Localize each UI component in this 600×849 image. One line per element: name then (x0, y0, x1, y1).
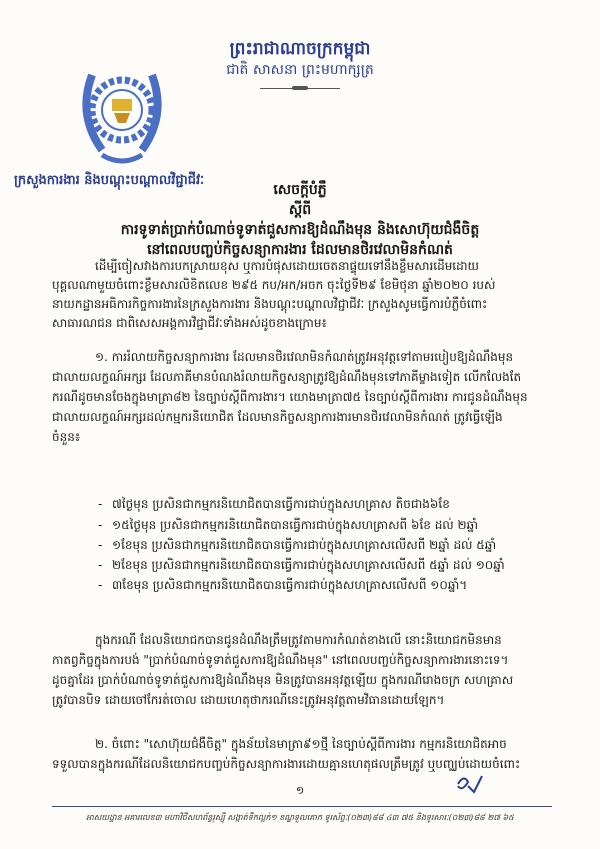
intro-line: ដើម្បីចៀសវាងការបកស្រាយខុស ឬការបំផុសដោយចេតនាផ្ទុយទៅនឹងខ្លឹមសារដើមដោយ (95, 259, 479, 273)
national-motto: ជាតិ សាសនា ព្រះមហាក្សត្រ (226, 62, 374, 78)
point2-line: ទទួលបានក្នុងករណីដែលនិយោជកបញ្ចប់កិច្ចសន្យាការងារដោយគ្មានហេតុផលត្រឹមត្រូវ ឬបញ្ឈប់ដោយចំពោះ (52, 757, 521, 771)
subject-line-1: ការទូទាត់ប្រាក់បំណាច់ទូទាត់ជួសការឱ្យដំណឹងមុន និងសោហ៊ុយជំងឺចិត្ត (120, 222, 480, 238)
bullet-dash: - (98, 578, 103, 592)
point1-line: ជាលាយលក្ខណ៍អក្សរ ដែលភាគីមានបំណងរំលាយកិច្ចសន្យាត្រូវឱ្យដំណឹងមុនទៅភាគីម្ខាងទៀត លើកលែងតែ (52, 370, 522, 384)
notice-period-item: ២ខែមុន ប្រសិនជាកម្មករនិយោជិតបានធ្វើការជាប់ក្នុងសហគ្រាសលើសពី ៥ឆ្នាំ ដល់ ១០ឆ្នាំ (112, 558, 505, 572)
notice-period-item: ១ខែមុន ប្រសិនជាកម្មករនិយោជិតបានធ្វើការជាប់ក្នុងសហគ្រាសលើសពី ២ឆ្នាំ ដល់ ៥ឆ្នាំ (112, 538, 497, 552)
point1-line: ជាលាយលក្ខណ៍អក្សរដល់កម្មករនិយោជិត ដែលមានកិច្ចសន្យាការងារមានថិរវេលាមិនកំណត់ ត្រូវធ្វើឡើង (52, 410, 503, 424)
bullet-dash: - (98, 538, 103, 552)
intro-line: សាធារណជន ជាពិសេសអង្គការវិជ្ជាជីវៈទាំងអស់ដូចខាងក្រោម៖ (52, 316, 327, 330)
footer-divider (52, 806, 552, 807)
bullet-dash: - (98, 518, 103, 532)
ministry-logo (72, 55, 172, 167)
intro-line: នាយកដ្ឋានអធិការកិច្ចការងារនៃក្រសួងការងារ និងបណ្តុះបណ្តាលវិជ្ជាជីវៈ ក្រសួងសូមធ្វើការបំភ្លឺចំពោះ (52, 297, 488, 311)
intro-line: បុគ្គលណាមួយចំពោះខ្លឹមសារលិខិតលេខ ២៩៥ កប/អក/អចក ចុះថ្ងៃទី២៩ ខែមិថុនា ឆ្នាំ២០២០ របស់ (52, 278, 496, 292)
page-number: ១ (295, 784, 305, 797)
subject-line-2: នៅពេលបញ្ចប់កិច្ចសន្យាការងារ ដែលមានថិរវេលាមិនកំណត់ (147, 242, 453, 258)
bullet-dash: - (98, 497, 103, 511)
notice-period-item: ៧ថ្ងៃមុន ប្រសិនជាកម្មករនិយោជិតបានធ្វើការជាប់ក្នុងសហគ្រាស តិចជាង៦ខែ (112, 497, 450, 511)
ministry-name: ក្រសួងការងារ និងបណ្តុះបណ្តាលវិជ្ជាជីវៈ (14, 173, 205, 188)
notice-period-item: ១៥ថ្ងៃមុន ប្រសិនជាកម្មករនិយោជិតបានធ្វើការជាប់ក្នុងសហគ្រាសពី ៦ខែ ដល់ ២ឆ្នាំ (112, 518, 479, 532)
ornament-divider (260, 88, 340, 89)
para3-line: ដូចគ្នាដែរ ប្រាក់បំណាច់ទូទាត់ជួសការឱ្យដំណឹងមុន មិនត្រូវបានអនុវត្តឡើយ ក្នុងករណីរោងចក្រ សហគ្រាស (52, 673, 514, 687)
title-about: ស្តីពី (288, 202, 312, 218)
para3-line: កាតព្វកិច្ចក្នុងការបង់ "ប្រាក់បំណាច់ទូទាត់ជួសការឱ្យដំណឹងមុន" នៅពេលបញ្ចប់កិច្ចសន្យាការងារនោះទេ។ (52, 653, 509, 667)
notice-period-item: ៣ខែមុន ប្រសិនជាកម្មករនិយោជិតបានធ្វើការជាប់ក្នុងសហគ្រាសលើសពី ១០ឆ្នាំ។ (112, 578, 468, 592)
para3-line: ក្នុងករណី ដែលនិយោជកបានជូនដំណឹងត្រឹមត្រូវតាមការកំណត់ខាងលើ នោះនិយោជកមិនមាន (95, 633, 502, 647)
initials-signature (454, 772, 486, 796)
bullet-dash: - (98, 558, 103, 572)
point2-line: ២. ចំពោះ "សោហ៊ុយជំងឺចិត្ត" ក្នុងន័យនៃមាត្រា៩១ថ្មី នៃច្បាប់ស្តីពីការងារ កម្មករនិយោជិតអាច (95, 737, 507, 751)
kingdom-heading: ព្រះរាជាណាចក្រកម្ពុជា (229, 39, 371, 59)
footer-address: អាសយដ្ឋាន អគារលេខ៣ មហាវិថីសហព័ន្ធរុស្ស៊ី សង្កាត់ទឹកល្អក់១ ខណ្ឌទួលគោក ទូរស័ព្ទៈ(០២៣)៨៨ ៤៣ ៧៥ និងទូរសារៈ(០២៣)៨៨ ២៧ ៦៥ (86, 813, 514, 822)
point1-line: ១. ការរំលាយកិច្ចសន្យាការងារ ដែលមានថិរវេលាមិនកំណត់ត្រូវអនុវត្តទៅតាមរបៀបឱ្យដំណឹងមុន (95, 350, 514, 364)
para3-line: ត្រូវបានបិទ ដោយចៅកែរត់ចោល ដោយហេតុថាករណីនេះត្រូវអនុវត្តតាមវិធានដោយឡែក។ (52, 693, 445, 707)
point1-line: ករណីដូចមានចែងក្នុងមាត្រា៨២ នៃច្បាប់ស្តីពីការងារ។ យោងមាត្រា៧៥ នៃច្បាប់ស្តីពីការងារ ការជូនដំណឹងមុន (52, 390, 528, 404)
point1-line: ចំនួន៖ (52, 430, 81, 444)
document-title: សេចក្តីបំភ្លឺ (273, 182, 327, 198)
